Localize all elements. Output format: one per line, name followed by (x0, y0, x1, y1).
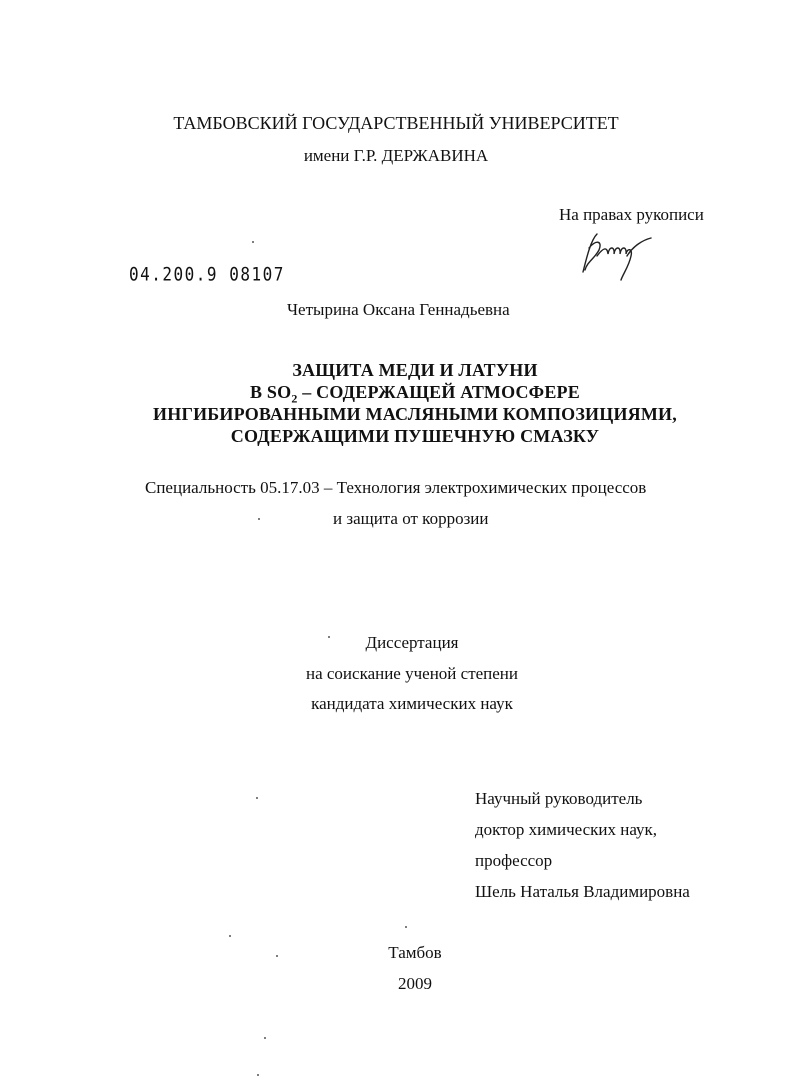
degree-type: Диссертация (365, 633, 459, 652)
registry-code: 04.200.9 08107 (129, 263, 285, 285)
year: 2009 (398, 974, 432, 993)
title-line-2-prefix: В SO (250, 382, 292, 402)
degree-field: кандидата химических наук (311, 694, 513, 713)
specialty-line-2: и защита от коррозии (333, 509, 489, 528)
supervisor-name: Шель Наталья Владимировна (475, 882, 690, 901)
scan-speck (328, 636, 330, 638)
signature-icon (577, 226, 659, 284)
university-name: ТАМБОВСКИЙ ГОСУДАРСТВЕННЫЙ УНИВЕРСИТЕТ (173, 113, 619, 133)
university-honorific: имени Г.Р. ДЕРЖАВИНА (303, 146, 489, 165)
supervisor-label: Научный руководитель (475, 789, 643, 808)
author-name: Четырина Оксана Геннадьевна (287, 300, 510, 319)
supervisor-degree: доктор химических наук, (475, 820, 658, 839)
city: Тамбов (388, 943, 442, 962)
supervisor-title: профессор (475, 851, 553, 870)
title-line-3: ИНГИБИРОВАННЫМИ МАСЛЯНЫМИ КОМПОЗИЦИЯМИ, (153, 404, 677, 424)
scan-speck (252, 241, 254, 243)
scan-speck (264, 1037, 266, 1039)
specialty-line-1: Специальность 05.17.03 – Технология электрохимических процессов (145, 478, 647, 497)
manuscript-rights-note: На правах рукописи (559, 205, 704, 224)
scan-speck (258, 518, 260, 520)
scan-speck (257, 1074, 259, 1076)
title-line-4: СОДЕРЖАЩИМИ ПУШЕЧНУЮ СМАЗКУ (230, 426, 600, 446)
scan-speck (405, 926, 407, 928)
degree-purpose: на соискание ученой степени (305, 664, 519, 683)
title-line-2-subscript: 2 (291, 391, 298, 406)
title-line-2-suffix: – СОДЕРЖАЩЕЙ АТМОСФЕРЕ (297, 382, 580, 402)
scan-speck (256, 797, 258, 799)
scan-speck (229, 935, 231, 937)
title-line-1: ЗАЩИТА МЕДИ И ЛАТУНИ (292, 360, 538, 380)
scan-speck (276, 955, 278, 957)
